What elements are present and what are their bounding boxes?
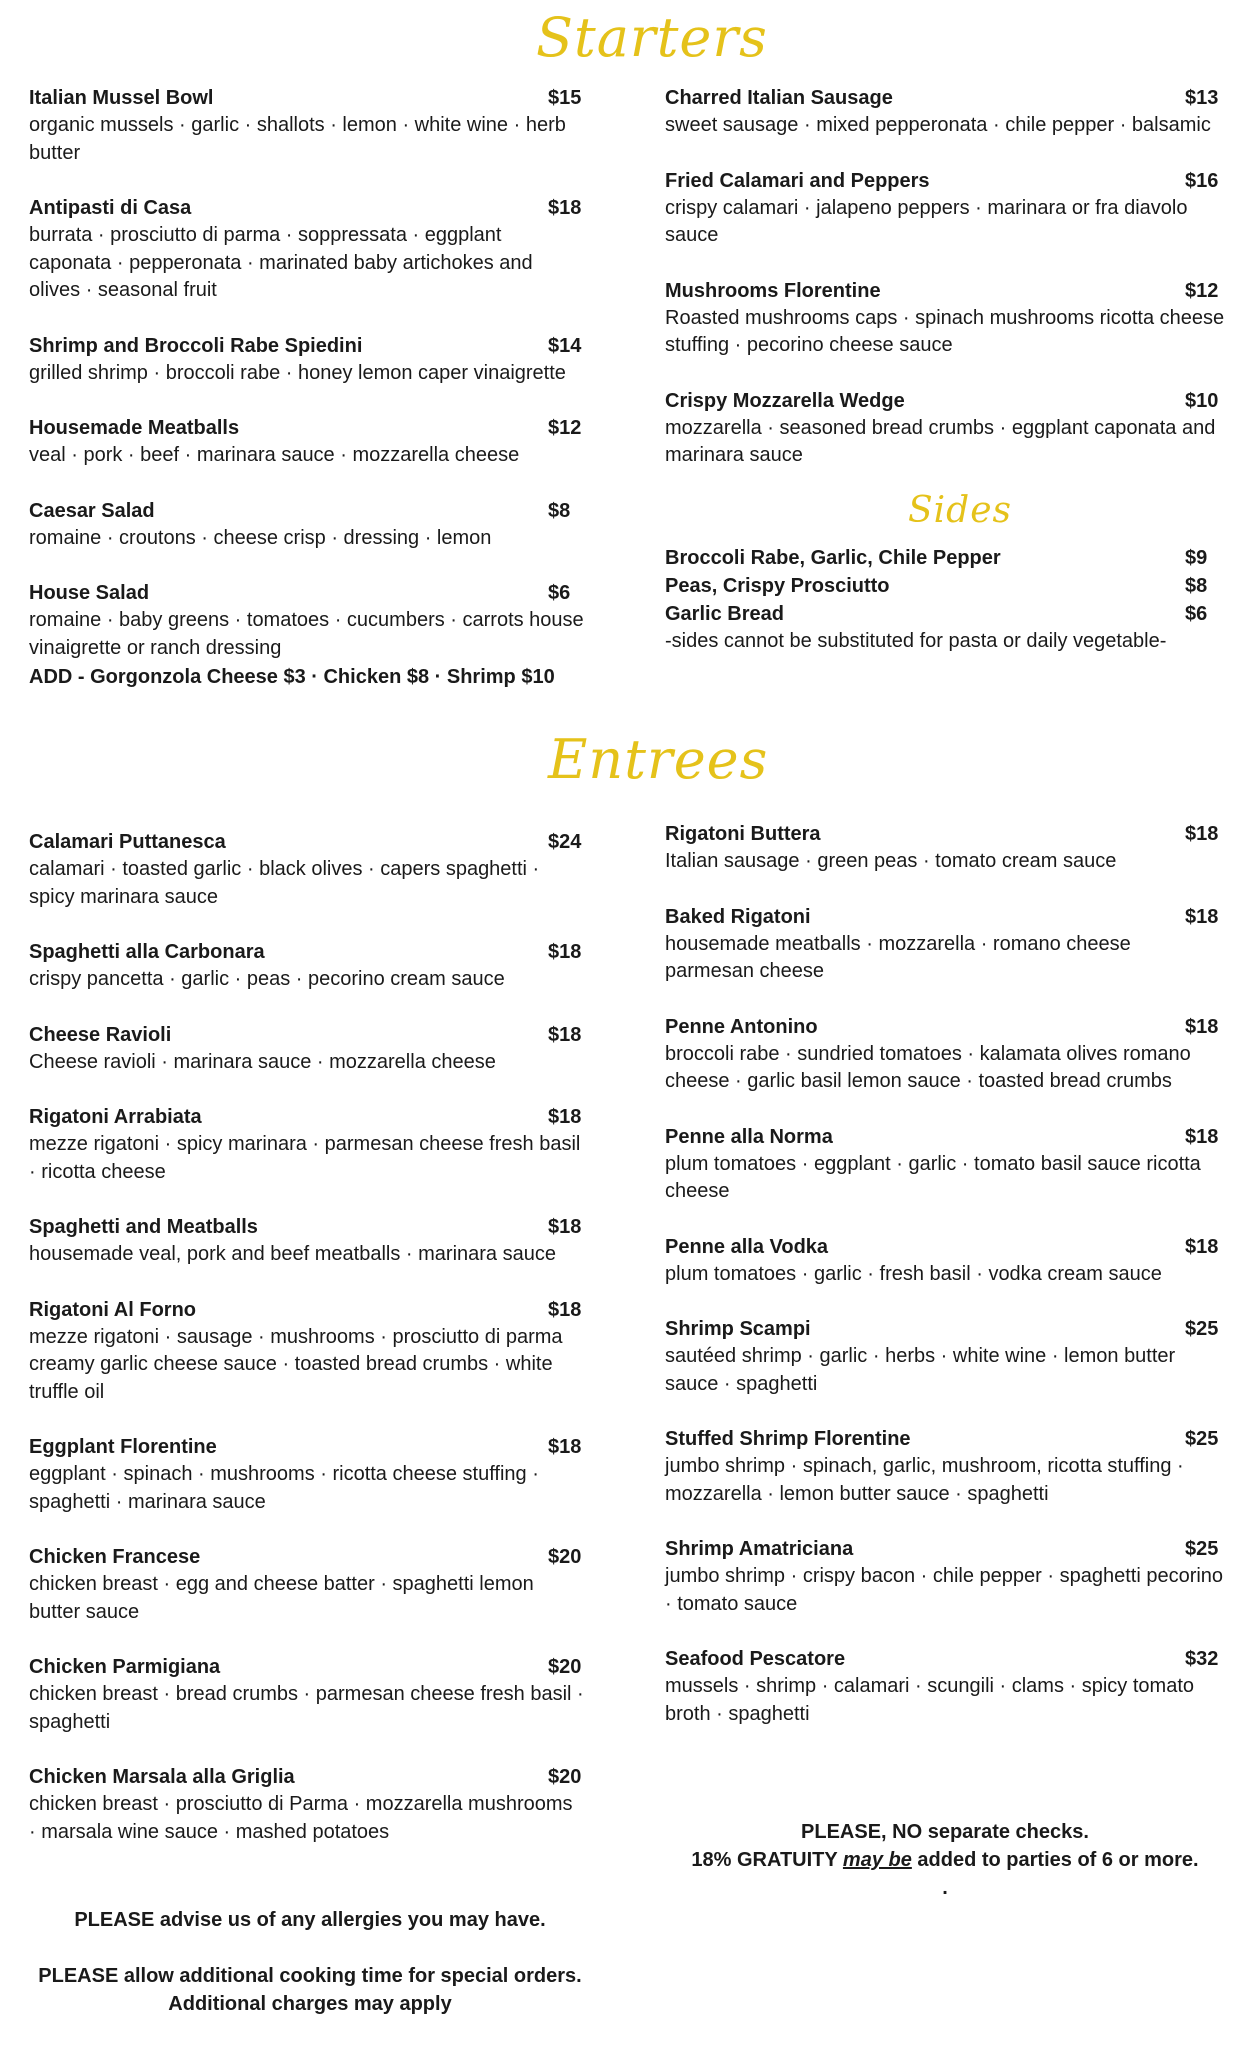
no-separate-checks: PLEASE, NO separate checks. bbox=[801, 1821, 1089, 1843]
menu-item bbox=[665, 167, 1225, 250]
item-name: Housemade Meatballs bbox=[29, 417, 240, 439]
item-description: jumbo shrimp · crispy bacon · chile pepper · spaghetti pecorino · tomato sauce bbox=[665, 1565, 1224, 1615]
menu-item bbox=[29, 1763, 584, 1846]
item-description: mezze rigatoni · spicy marinara · parmesan cheese fresh basil · ricotta cheese bbox=[29, 1133, 581, 1183]
item-price: $12 bbox=[548, 417, 582, 439]
item-description: Cheese ravioli · marinara sauce · mozzarella cheese bbox=[29, 1050, 496, 1073]
item-name: Chicken Parmigiana bbox=[29, 1656, 221, 1678]
menu-item bbox=[29, 1543, 584, 1626]
menu-item bbox=[665, 277, 1225, 360]
menu-item bbox=[665, 1645, 1225, 1728]
allergies-text: PLEASE advise us of any allergies you may have. bbox=[74, 1909, 546, 1931]
item-name: Rigatoni Buttera bbox=[665, 823, 821, 845]
item-price: $32 bbox=[1185, 1648, 1219, 1670]
item-name: Rigatoni Al Forno bbox=[29, 1298, 197, 1321]
menu-item bbox=[29, 938, 584, 994]
item-price: $18 bbox=[548, 1216, 582, 1238]
checks-notice bbox=[640, 1818, 1243, 1902]
menu-item bbox=[665, 387, 1225, 470]
menu-item bbox=[29, 1296, 584, 1407]
item-name: Penne Antonino bbox=[665, 1015, 818, 1038]
item-price: $16 bbox=[1185, 169, 1219, 192]
starters-left-column bbox=[29, 84, 584, 662]
item-name: Broccoli Rabe, Garlic, Chile Pepper bbox=[665, 547, 1001, 569]
item-price: $8 bbox=[1185, 575, 1208, 597]
menu-item bbox=[29, 497, 584, 553]
item-price: $25 bbox=[1185, 1318, 1219, 1340]
item-description: calamari · toasted garlic · black olives · capers spaghetti · spicy marinara sauce bbox=[29, 858, 540, 908]
item-price: $10 bbox=[1185, 389, 1219, 412]
menu-item bbox=[665, 1315, 1225, 1398]
starters-right-column bbox=[665, 84, 1225, 470]
item-name: Chicken Francese bbox=[29, 1546, 201, 1568]
item-price: $12 bbox=[1185, 279, 1219, 302]
item-name: Rigatoni Arrabiata bbox=[29, 1106, 202, 1128]
item-price: $18 bbox=[548, 1106, 582, 1128]
item-name: Penne alla Vodka bbox=[665, 1235, 829, 1258]
special-orders-notice bbox=[10, 1962, 610, 2018]
item-price: $20 bbox=[548, 1766, 582, 1788]
item-name: Mushrooms Florentine bbox=[665, 279, 881, 302]
item-price: $18 bbox=[1185, 905, 1219, 928]
menu-item bbox=[665, 600, 1225, 628]
item-price: $8 bbox=[548, 499, 571, 522]
item-price: $18 bbox=[548, 1298, 582, 1321]
item-price: $24 bbox=[548, 831, 582, 853]
item-description: romaine · baby greens · tomatoes · cucumbers · carrots house vinaigrette or ranch dressing bbox=[29, 609, 584, 659]
item-description: plum tomatoes · garlic · fresh basil · vodka cream sauce bbox=[665, 1262, 1162, 1285]
item-name: Fried Calamari and Peppers bbox=[665, 169, 930, 192]
menu-item bbox=[665, 1425, 1225, 1508]
menu-item bbox=[29, 1021, 584, 1077]
item-name: Caesar Salad bbox=[29, 499, 155, 522]
menu-item bbox=[29, 194, 584, 305]
item-price: $15 bbox=[548, 87, 582, 109]
item-description: housemade veal, pork and beef meatballs · marinara sauce bbox=[29, 1243, 556, 1265]
item-description: burrata · prosciutto di parma · soppressata · eggplant caponata · pepperonata · marinated baby artichokes and olives · seasonal fruit bbox=[29, 224, 533, 301]
item-name: Shrimp Amatriciana bbox=[665, 1538, 854, 1560]
item-name: Baked Rigatoni bbox=[665, 905, 811, 928]
menu-item bbox=[29, 414, 584, 470]
item-price: $25 bbox=[1185, 1538, 1219, 1560]
item-name: Shrimp Scampi bbox=[665, 1318, 811, 1340]
item-description: jumbo shrimp · spinach, garlic, mushroom, ricotta stuffing · mozzarella · lemon butter sauce · spaghetti bbox=[665, 1455, 1184, 1505]
item-name: Shrimp and Broccoli Rabe Spiedini bbox=[29, 334, 363, 357]
item-name: Calamari Puttanesca bbox=[29, 831, 226, 853]
item-description: broccoli rabe · sundried tomatoes · kalamata olives romano cheese · garlic basil lemon sauce · toasted bread crumbs bbox=[665, 1042, 1191, 1092]
item-description: sweet sausage · mixed pepperonata · chile pepper · balsamic bbox=[665, 114, 1211, 136]
menu-item bbox=[29, 1213, 584, 1269]
item-price: $18 bbox=[1185, 1235, 1219, 1258]
item-price: $18 bbox=[548, 941, 582, 963]
entrees-left-column bbox=[29, 828, 584, 1846]
item-price: $18 bbox=[1185, 823, 1219, 845]
item-name: Charred Italian Sausage bbox=[665, 87, 893, 109]
item-price: $13 bbox=[1185, 87, 1219, 109]
item-name: Italian Mussel Bowl bbox=[29, 87, 214, 109]
menu-item bbox=[665, 572, 1225, 600]
menu-item bbox=[665, 820, 1225, 876]
menu-item bbox=[29, 1103, 584, 1186]
item-description: crispy pancetta · garlic · peas · pecorino cream sauce bbox=[29, 968, 505, 990]
menu-item bbox=[29, 579, 584, 662]
item-name: Spaghetti alla Carbonara bbox=[29, 941, 265, 963]
item-description: Roasted mushrooms caps · spinach mushrooms ricotta cheese stuffing · pecorino cheese sauce bbox=[665, 306, 1225, 356]
menu-item bbox=[29, 1433, 584, 1516]
item-name: Seafood Pescatore bbox=[665, 1648, 846, 1670]
item-description: crispy calamari · jalapeno peppers · marinara or fra diavolo sauce bbox=[665, 196, 1188, 246]
item-price: $18 bbox=[548, 1023, 582, 1046]
item-description: organic mussels · garlic · shallots · lemon · white wine · herb butter bbox=[29, 114, 566, 164]
item-name: House Salad bbox=[29, 582, 150, 604]
item-description: veal · pork · beef · marinara sauce · mozzarella cheese bbox=[29, 444, 520, 466]
starters-addon: ADD - Gorgonzola Cheese $3 · Chicken $8 · Shrimp $10 bbox=[29, 666, 555, 688]
menu-item bbox=[29, 84, 584, 167]
menu-item bbox=[665, 903, 1225, 986]
item-price: $9 bbox=[1185, 547, 1208, 569]
menu-item bbox=[665, 84, 1225, 140]
item-description: eggplant · spinach · mushrooms · ricotta cheese stuffing · spaghetti · marinara sauce bbox=[29, 1463, 539, 1513]
item-description: grilled shrimp · broccoli rabe · honey lemon caper vinaigrette bbox=[29, 361, 566, 384]
item-description: mussels · shrimp · calamari · scungili · clams · spicy tomato broth · spaghetti bbox=[665, 1675, 1194, 1725]
menu-item bbox=[665, 1123, 1225, 1206]
item-price: $20 bbox=[548, 1546, 582, 1568]
item-price: $14 bbox=[548, 334, 582, 357]
entrees-heading: Entrees bbox=[548, 728, 769, 791]
item-name: Antipasti di Casa bbox=[29, 197, 192, 219]
item-price: $18 bbox=[1185, 1015, 1219, 1038]
item-name: Peas, Crispy Prosciutto bbox=[665, 575, 890, 597]
menu-item bbox=[29, 332, 584, 388]
item-price: $18 bbox=[548, 197, 582, 219]
starters-heading: Starters bbox=[536, 6, 768, 69]
item-name: Crispy Mozzarella Wedge bbox=[665, 389, 905, 412]
item-price: $6 bbox=[1185, 603, 1208, 625]
dot: . bbox=[942, 1877, 948, 1899]
item-name: Penne alla Norma bbox=[665, 1125, 833, 1148]
entrees-right-column bbox=[665, 820, 1225, 1728]
item-price: $18 bbox=[1185, 1125, 1219, 1148]
menu-item bbox=[665, 1233, 1225, 1289]
item-price: $18 bbox=[548, 1436, 582, 1458]
item-price: $20 bbox=[548, 1656, 582, 1678]
item-description: plum tomatoes · eggplant · garlic · tomato basil sauce ricotta cheese bbox=[665, 1152, 1201, 1202]
item-description: Italian sausage · green peas · tomato cream sauce bbox=[665, 850, 1117, 872]
menu-item bbox=[665, 1013, 1225, 1096]
menu-item bbox=[29, 1653, 584, 1736]
menu-item bbox=[665, 1535, 1225, 1618]
special-orders-text: PLEASE allow additional cooking time for special orders. bbox=[38, 1965, 582, 1987]
sides-note: -sides cannot be substituted for pasta or daily vegetable- bbox=[665, 630, 1167, 652]
item-description: sautéed shrimp · garlic · herbs · white wine · lemon butter sauce · spaghetti bbox=[665, 1345, 1176, 1395]
item-description: romaine · croutons · cheese crisp · dressing · lemon bbox=[29, 526, 492, 549]
item-name: Chicken Marsala alla Griglia bbox=[29, 1766, 295, 1788]
item-description: chicken breast · prosciutto di Parma · mozzarella mushrooms · marsala wine sauce · mashed potatoes bbox=[29, 1793, 573, 1843]
item-price: $25 bbox=[1185, 1428, 1219, 1450]
allergy-notice bbox=[10, 1906, 610, 1934]
item-name: Eggplant Florentine bbox=[29, 1436, 217, 1458]
item-name: Stuffed Shrimp Florentine bbox=[665, 1428, 911, 1450]
item-name: Garlic Bread bbox=[665, 603, 784, 625]
item-description: chicken breast · bread crumbs · parmesan cheese fresh basil · spaghetti bbox=[29, 1683, 584, 1733]
item-description: housemade meatballs · mozzarella · romano cheese parmesan cheese bbox=[665, 932, 1131, 982]
sides-list bbox=[665, 544, 1225, 628]
item-name: Spaghetti and Meatballs bbox=[29, 1216, 258, 1238]
item-description: mezze rigatoni · sausage · mushrooms · prosciutto di parma creamy garlic cheese sauce · toasted bread crumbs · white truffle oil bbox=[29, 1325, 563, 1403]
gratuity-notice: 18% GRATUITY may be added to parties of 6 or more. bbox=[691, 1849, 1199, 1871]
item-description: chicken breast · egg and cheese batter · spaghetti lemon butter sauce bbox=[29, 1573, 534, 1623]
additional-charges-text: Additional charges may apply bbox=[168, 1993, 452, 2015]
menu-item bbox=[29, 828, 584, 911]
item-name: Cheese Ravioli bbox=[29, 1023, 172, 1046]
item-description: mozzarella · seasoned bread crumbs · eggplant caponata and marinara sauce bbox=[665, 416, 1216, 466]
menu-item bbox=[665, 544, 1225, 572]
item-price: $6 bbox=[548, 582, 571, 604]
sides-heading: Sides bbox=[908, 490, 1012, 531]
